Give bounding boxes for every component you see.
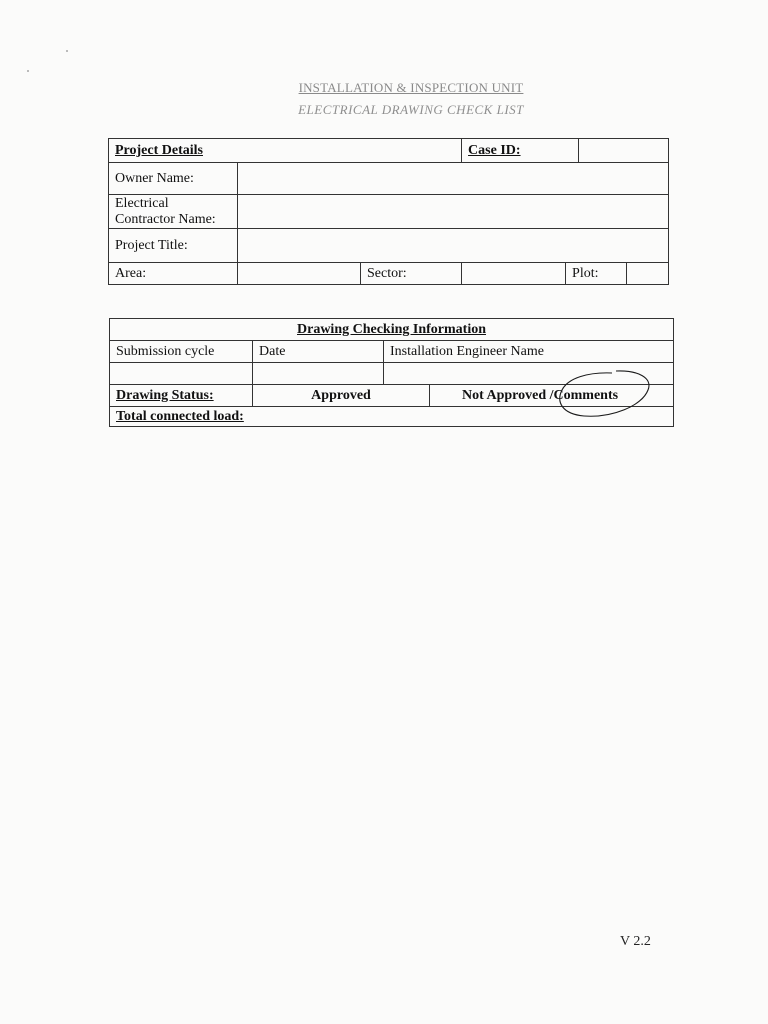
sector-label: Sector:: [361, 263, 462, 285]
date-field[interactable]: [253, 363, 384, 385]
engineer-name-label: Installation Engineer Name: [384, 341, 674, 363]
case-id-field[interactable]: [579, 139, 669, 163]
plot-label: Plot:: [566, 263, 627, 285]
contractor-name-field[interactable]: [238, 195, 669, 229]
submission-cycle-field[interactable]: [110, 363, 253, 385]
date-label: Date: [253, 341, 384, 363]
contractor-label-line1: Electrical: [115, 195, 169, 211]
contractor-label-line2: Contractor Name:: [115, 211, 216, 227]
total-load-text: Total connected load:: [116, 408, 244, 424]
case-id-label: Case ID:: [462, 139, 579, 163]
area-field[interactable]: [238, 263, 361, 285]
hand-drawn-circle-mark: [554, 368, 654, 420]
checklist-title: ELECTRICAL DRAWING CHECK LIST: [298, 102, 524, 117]
drawing-status-label: Drawing Status:: [110, 385, 253, 407]
submission-cycle-label: Submission cycle: [110, 341, 253, 363]
not-approved-option[interactable]: Not Approved /Comments: [430, 385, 674, 407]
unit-title: INSTALLATION & INSPECTION UNIT: [298, 80, 524, 95]
project-title-label: Project Title:: [109, 229, 238, 263]
version-label: V 2.2: [620, 934, 651, 949]
project-details-table: [108, 138, 669, 285]
plot-field[interactable]: [627, 263, 669, 285]
scan-speck: [27, 70, 29, 72]
project-details-label: Project Details: [109, 139, 462, 163]
owner-name-field[interactable]: [238, 163, 669, 195]
drawing-info-label: Drawing Checking Information: [110, 319, 674, 341]
approved-option[interactable]: Approved: [253, 385, 430, 407]
owner-name-label: Owner Name:: [109, 163, 238, 195]
scan-speck: [66, 50, 68, 52]
area-label: Area:: [109, 263, 238, 285]
sector-field[interactable]: [462, 263, 566, 285]
project-title-field[interactable]: [238, 229, 669, 263]
contractor-name-label: [109, 195, 238, 229]
